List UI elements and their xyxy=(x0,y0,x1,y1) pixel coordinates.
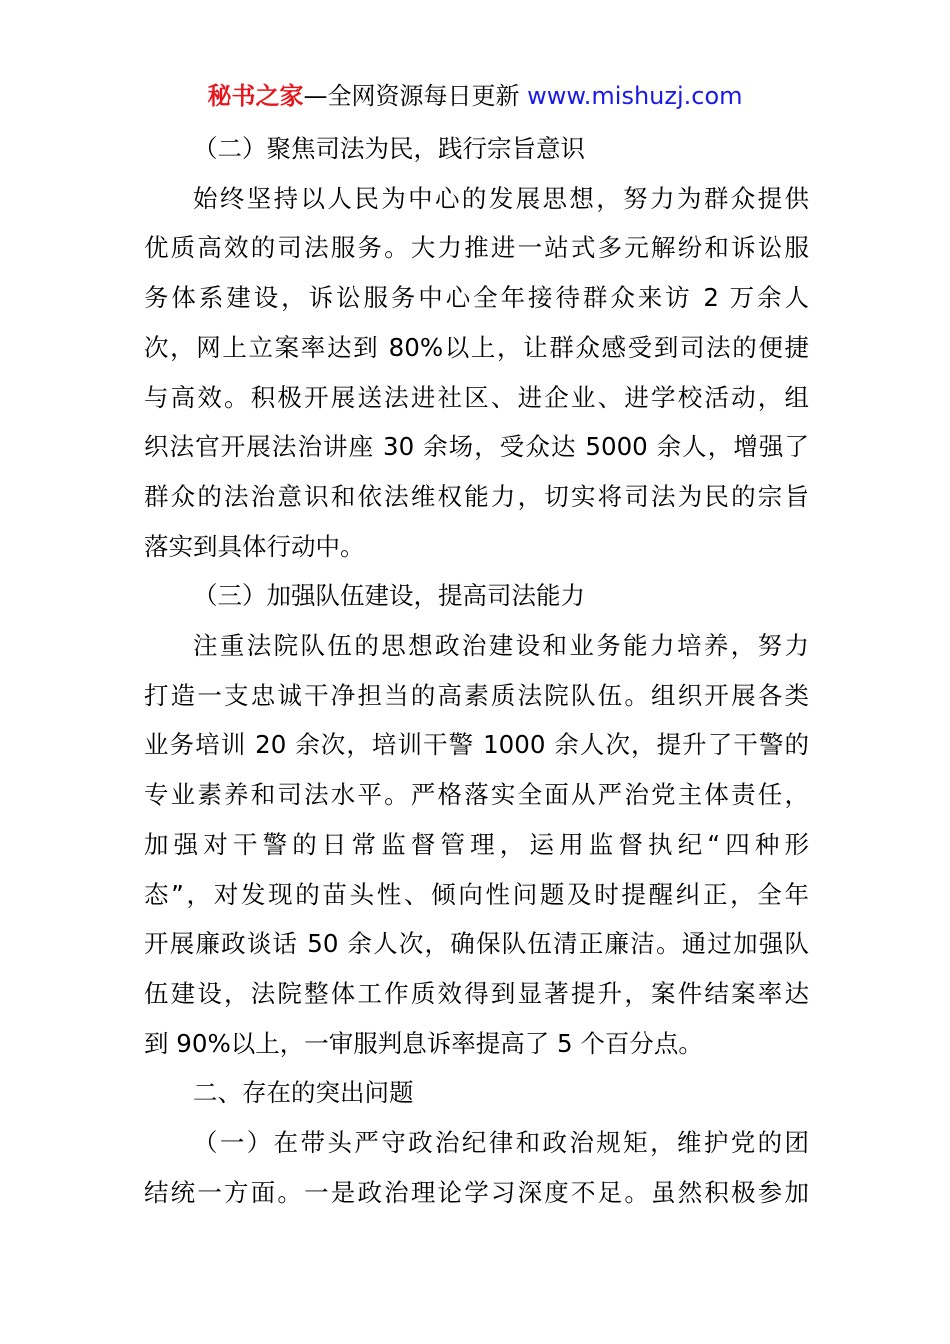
text-line: 专业素养和司法水平。严格落实全面从严治党主体责任， xyxy=(144,780,809,810)
paragraph xyxy=(144,1118,809,1217)
text-line: 到 90%以上，一审服判息诉率提高了 5 个百分点。 xyxy=(144,1028,703,1058)
section-heading: （二）聚焦司法为民，践行宗旨意识 xyxy=(193,134,585,163)
text-line: 织法官开展法治讲座 30 余场，受众达 5000 余人，增强了 xyxy=(144,432,809,462)
paragraph xyxy=(144,621,809,1068)
page-header xyxy=(0,80,950,112)
header-tagline: —全网资源每日更新 xyxy=(303,82,528,110)
header-site-link[interactable]: www.mishuzj.com xyxy=(527,82,743,110)
text-line: 业务培训 20 余次，培训干警 1000 余人次，提升了干警的 xyxy=(144,730,809,760)
text-line: 与高效。积极开展送法进社区、进企业、进学校活动，组 xyxy=(144,382,809,412)
text-line: 次，网上立案率达到 80%以上，让群众感受到司法的便捷 xyxy=(144,332,809,362)
section-heading: （三）加强队伍建设，提高司法能力 xyxy=(193,581,585,611)
text-line: 结统一方面。一是政治理论学习深度不足。虽然积极参加 xyxy=(144,1177,809,1207)
text-line: 开展廉政谈话 50 余人次，确保队伍清正廉洁。通过加强队 xyxy=(144,929,809,959)
text-line: 打造一支忠诚干净担当的高素质法院队伍。组织开展各类 xyxy=(144,680,809,710)
text-line: 务体系建设，诉讼服务中心全年接待群众来访 2 万余人 xyxy=(144,283,809,313)
text-line: 始终坚持以人民为中心的发展思想，努力为群众提供 xyxy=(193,183,809,213)
document-body xyxy=(144,124,809,1217)
text-line: 加强对干警的日常监督管理，运用监督执纪“四种形 xyxy=(144,829,809,859)
text-line: 落实到具体行动中。 xyxy=(144,531,365,561)
text-line: （一）在带头严守政治纪律和政治规矩，维护党的团 xyxy=(193,1128,809,1158)
text-line: 注重法院队伍的思想政治建设和业务能力培养，努力 xyxy=(193,631,809,661)
header-brand: 秘书之家 xyxy=(207,82,304,110)
text-line: 态”，对发现的苗头性、倾向性问题及时提醒纠正，全年 xyxy=(144,879,809,909)
text-line: 群众的法治意识和依法维权能力，切实将司法为民的宗旨 xyxy=(144,481,809,511)
paragraph xyxy=(144,174,809,572)
section-heading: 二、存在的突出问题 xyxy=(193,1078,414,1108)
text-line: 优质高效的司法服务。大力推进一站式多元解纷和诉讼服 xyxy=(144,233,809,263)
text-line: 伍建设，法院整体工作质效得到显著提升，案件结案率达 xyxy=(144,978,809,1008)
